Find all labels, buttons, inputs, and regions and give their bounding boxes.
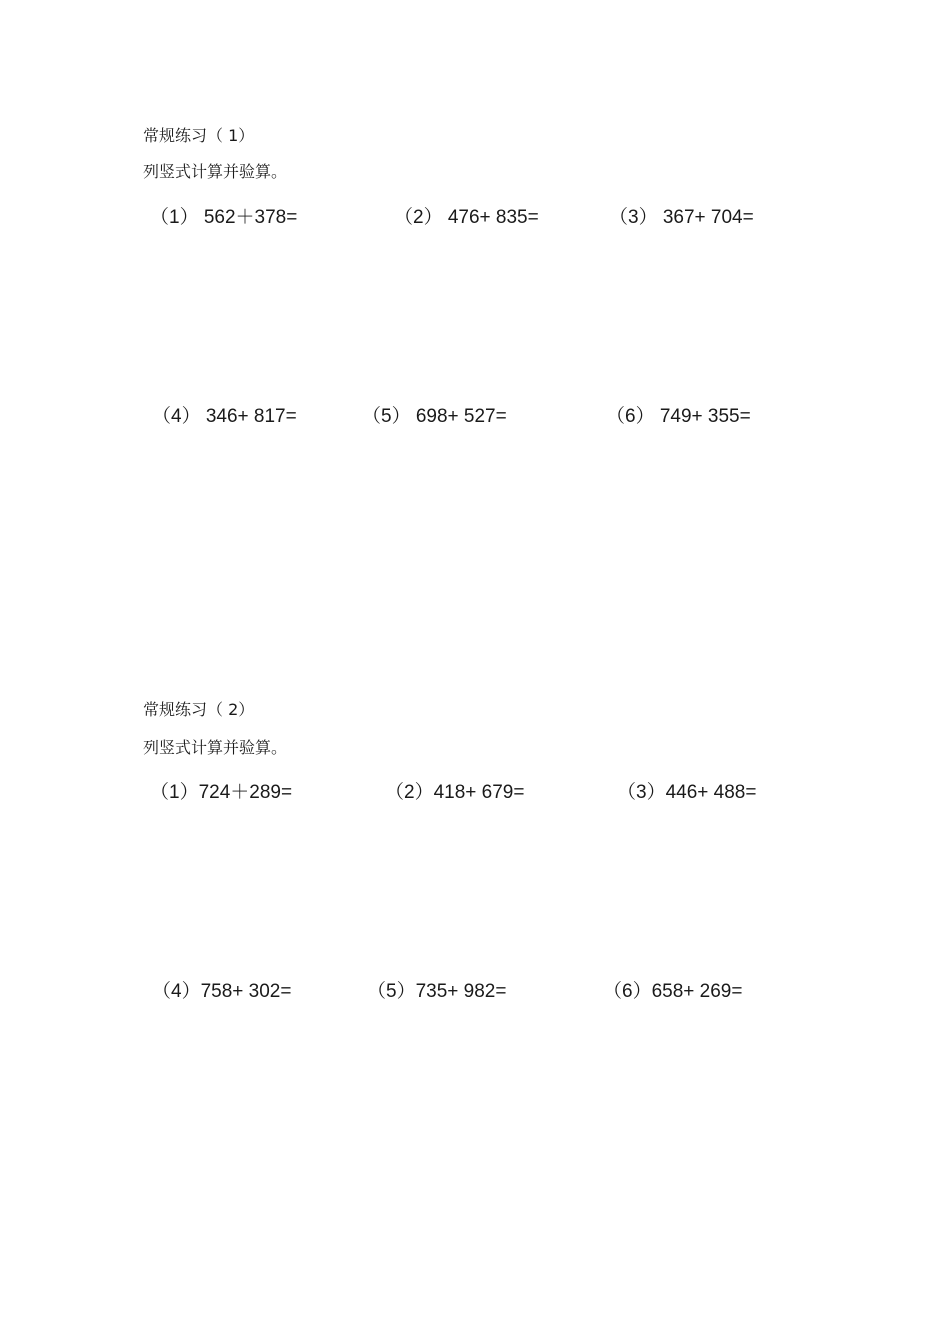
problem-2-5: （5）735+ 982= <box>367 981 507 1002</box>
problem-1-4: （4） 346+ 817= <box>152 406 297 427</box>
problem-2-4: （4）758+ 302= <box>152 981 292 1002</box>
section-2-instruction: 列竖式计算并验算。 <box>143 738 288 757</box>
problem-2-6: （6）658+ 269= <box>603 981 743 1002</box>
problem-2-3: （3）446+ 488= <box>617 782 757 803</box>
section-1-title: 常规练习（ 1） <box>143 126 255 145</box>
section-1-instruction: 列竖式计算并验算。 <box>143 162 288 181</box>
problem-2-2: （2）418+ 679= <box>385 782 525 803</box>
problem-1-6: （6） 749+ 355= <box>606 406 751 427</box>
section-2-title: 常规练习（ 2） <box>143 700 255 719</box>
problem-1-3: （3） 367+ 704= <box>609 207 754 228</box>
problem-2-1: （1）724＋289= <box>150 782 293 803</box>
problem-1-5: （5） 698+ 527= <box>362 406 507 427</box>
problem-1-2: （2） 476+ 835= <box>394 207 539 228</box>
problem-1-1: （1） 562＋378= <box>150 207 298 228</box>
